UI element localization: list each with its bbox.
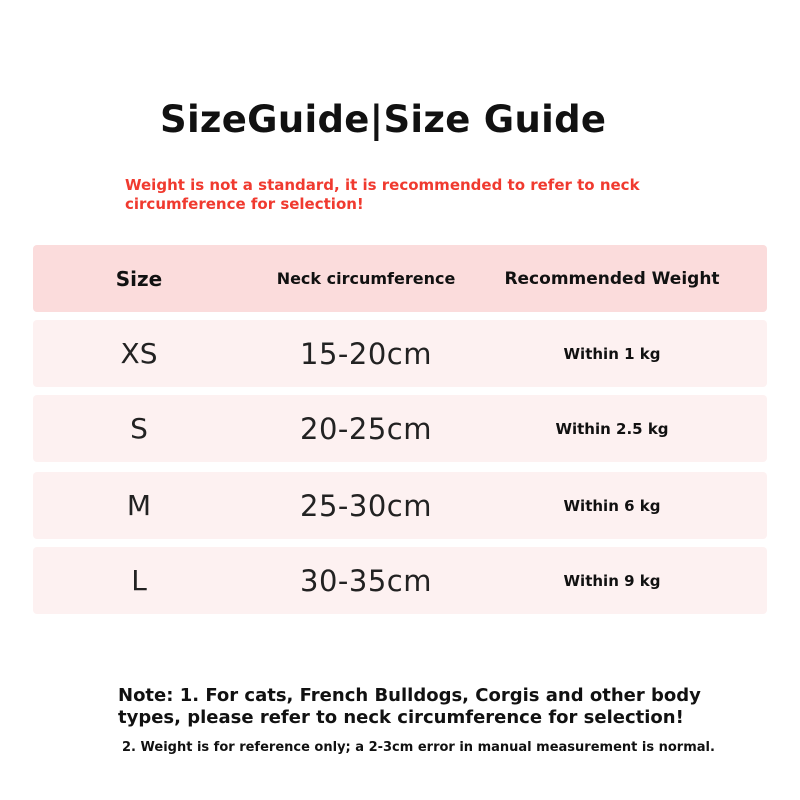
neck-cell: 15-20cm [300, 336, 432, 371]
neck-cell: 30-35cm [300, 563, 432, 598]
table-row [33, 320, 767, 387]
weight-cell: Within 2.5 kg [555, 419, 669, 438]
weight-cell: Within 6 kg [563, 496, 661, 515]
table-row [33, 395, 767, 462]
table-row [33, 547, 767, 614]
note-measurement-error: 2. Weight is for reference only; a 2-3cm error in manual measurement is normal. [122, 740, 715, 755]
page-title: SizeGuide|Size Guide [160, 98, 607, 141]
weight-warning: Weight is not a standard, it is recommended to refer to neck circumference for selection! [125, 176, 640, 213]
header-size: Size [115, 266, 163, 291]
header-neck-circumference: Neck circumference [276, 269, 456, 288]
neck-cell: 25-30cm [300, 488, 432, 523]
note-body-types: Note: 1. For cats, French Bulldogs, Corgis and other body types, please refer to neck circumference for selection! [118, 685, 701, 728]
header-recommended-weight: Recommended Weight [504, 268, 720, 289]
size-cell: XS [120, 337, 158, 370]
neck-cell: 20-25cm [300, 411, 432, 446]
weight-cell: Within 9 kg [563, 571, 661, 590]
size-cell: L [131, 564, 147, 597]
size-cell: S [130, 412, 148, 445]
size-cell: M [126, 489, 152, 522]
table-header-row [33, 245, 767, 312]
table-row [33, 472, 767, 539]
weight-cell: Within 1 kg [563, 344, 661, 363]
